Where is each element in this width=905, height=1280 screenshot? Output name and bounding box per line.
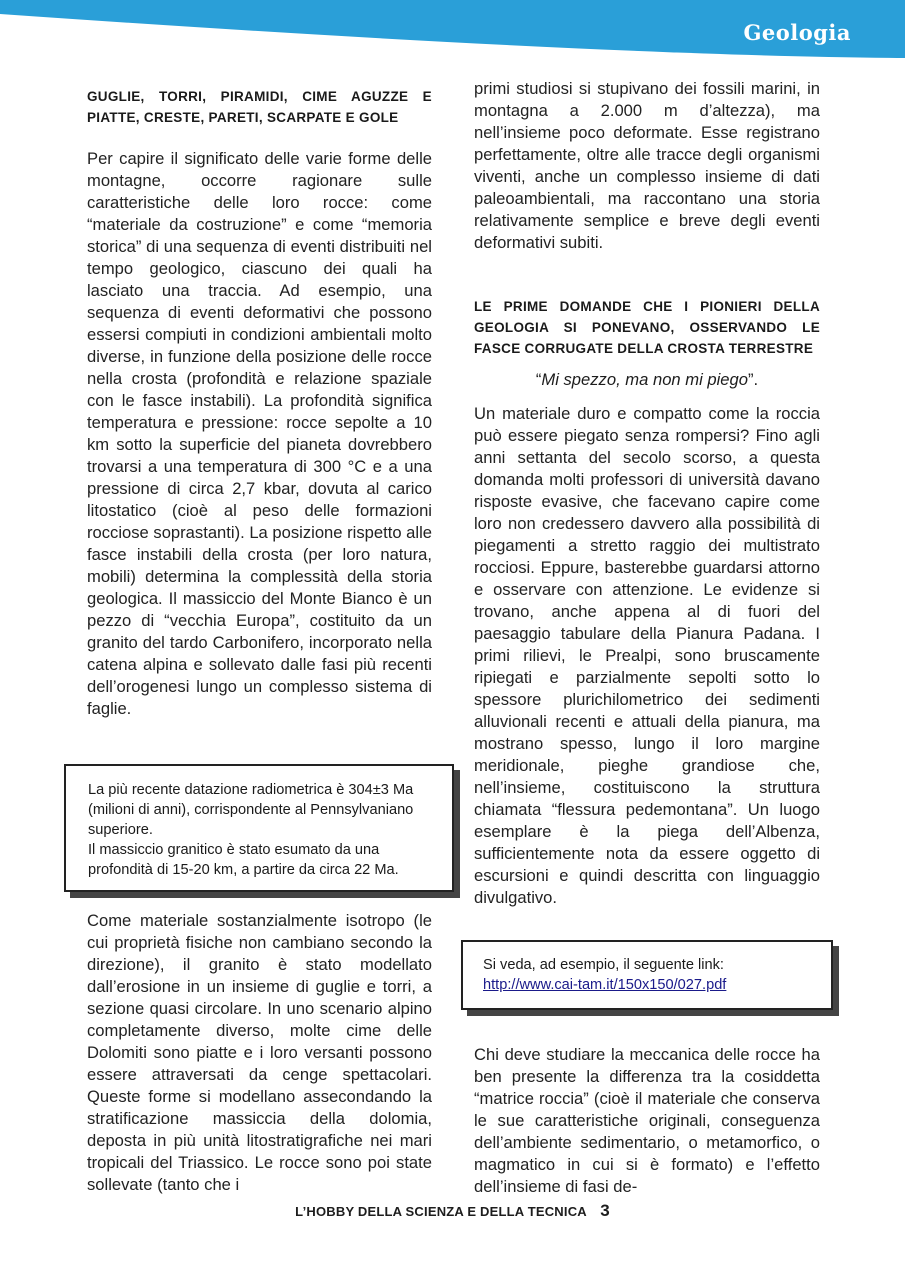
info-box-line-2: Il massiccio granitico è stato esumato da una profondità di 15-20 km, a partire da circa 22 Ma. (88, 842, 399, 878)
publication-title: L’HOBBY DELLA SCIENZA E DELLA TECNICA (295, 1204, 587, 1219)
quote-close: ”. (748, 370, 759, 389)
quote (474, 369, 820, 391)
right-paragraph-1: primi studiosi si stupivano dei fossili marini, in montagna a 2.000 m d’altezza), ma nell’insieme poco deformate. Esse registrano perfettamente, oltre alle tracce degli organismi viventi, anche un complesso insieme di dati paleoambientali, ma raccontano una storia relativamente semplice e breve degli eventi deformativi subiti. (474, 79, 820, 252)
link-box-text: Si veda, ad esempio, il seguente link: (483, 957, 724, 973)
external-link[interactable]: http://www.cai-tam.it/150x150/027.pdf (483, 977, 727, 993)
info-box-link (461, 940, 833, 1010)
right-section-heading: LE PRIME DOMANDE CHE I PIONIERI DELLA GEOLOGIA SI PONEVANO, OSSERVANDO LE FASCE CORRUGATE DELLA CROSTA TERRESTRE (474, 299, 820, 356)
right-paragraph-3: Chi deve studiare la meccanica delle rocce ha ben presente la differenza tra la cosiddetta “matrice roccia” (cioè il materiale che conserva le sue caratteristiche originali, conseguenza dell’ambiente sedimentario, o metamorfico, o magmatico in cui si è formato) e l’effetto dell’insieme di fasi de- (474, 1045, 820, 1196)
page-number: 3 (600, 1201, 610, 1220)
left-column (87, 86, 432, 720)
quote-open: “ (535, 370, 542, 389)
right-paragraph-2: Un materiale duro e compatto come la roccia può essere piegato senza rompersi? Fino agli anni settanta del secolo scorso, a questa domanda molti professori di università davano risposte evasive, che facevano capire come loro non credessero davvero alla possibilità di piegamenti a stretto raggio dei multistrato rocciosi. Eppure, basterebbe guardarsi attorno e osservare con attenzione. Le evidenze si trovano, anche appena al di fuori del paesaggio tabulare della Pianura Padana. I primi rilievi, le Prealpi, sono bruscamente ripiegati e parzialmente sepolti sotto lo spessore plurichilometrico dei sedimenti alluvionali recenti e attuali della pianura, ma mostrano spesso, lungo il loro margine meridionale, pieghe grandiose che, nell’insieme, costituiscono la struttura chiamata “flessura pedemontana”. Un luogo esemplare è la piega dell’Albenza, sufficientemente nota da essere oggetto di escursioni e quindi descritta con linguaggio divulgativo. (474, 404, 820, 907)
info-box-line-1: La più recente datazione radiometrica è 304±3 Ma (milioni di anni), corrispondente al Pennsylvaniano superiore. (88, 782, 414, 838)
left-section-heading: GUGLIE, TORRI, PIRAMIDI, CIME AGUZZE E PIATTE, CRESTE, PARETI, SCARPATE E GOLE (87, 89, 432, 125)
page-footer (0, 1201, 905, 1221)
info-box-dating (64, 764, 454, 892)
section-title: Geologia (743, 20, 851, 45)
right-column (474, 78, 820, 909)
quote-text: Mi spezzo, ma non mi piego (541, 370, 748, 389)
left-column-lower (87, 910, 432, 1196)
right-column-lower (474, 1044, 820, 1198)
left-paragraph-1: Per capire il significato delle varie forme delle montagne, occorre ragionare sulle caratteristiche delle loro rocce: come “materiale da costruzione” e come “memoria storica” di una sequenza di eventi distribuiti nel tempo geologico, ciascuno dei quali ha lasciato una traccia. Ad esempio, una sequenza di eventi deformativi che possono essersi compiuti in condizioni ambientali molto diverse, in funzione della posizione delle rocce nella crosta (profondità e relazione spaziale con le fasce instabili). La profondità significa temperatura e pressione: rocce sepolte a 10 km sotto la superficie del pianeta dovrebbero trovarsi a una temperatura di 300 °C e a una pressione di circa 2,7 kbar, dovuta al carico litostatico (cioè al peso delle formazioni rocciose soprastanti). La posizione rispetto alle fasce instabili della crosta (per loro natura, mobili) determina la complessità della storia geologica. Il massiccio del Monte Bianco è un pezzo di “vecchia Europa”, costituito da un granito del tardo Carbonifero, incorporato nella catena alpina e sollevato dalle fasi più recenti dell’orogenesi lungo un complesso sistema di faglie. (87, 149, 432, 718)
left-paragraph-2: Come materiale sostanzialmente isotropo (le cui proprietà fisiche non cambiano secondo la direzione), il granito è stato modellato dall’erosione in un insieme di guglie e torri, a sezione quasi circolare. In uno scenario alpino completamente diverso, molte cime delle Dolomiti sono piatte e i loro versanti possono essere attraversati da cenge spettacolari. Queste forme si modellano assecondando la stratificazione massiccia della dolomia, deposta in più unità litostratigrafiche nei mari tropicali del Triassico. Le rocce sono poi state sollevate (tanto che i (87, 911, 432, 1194)
